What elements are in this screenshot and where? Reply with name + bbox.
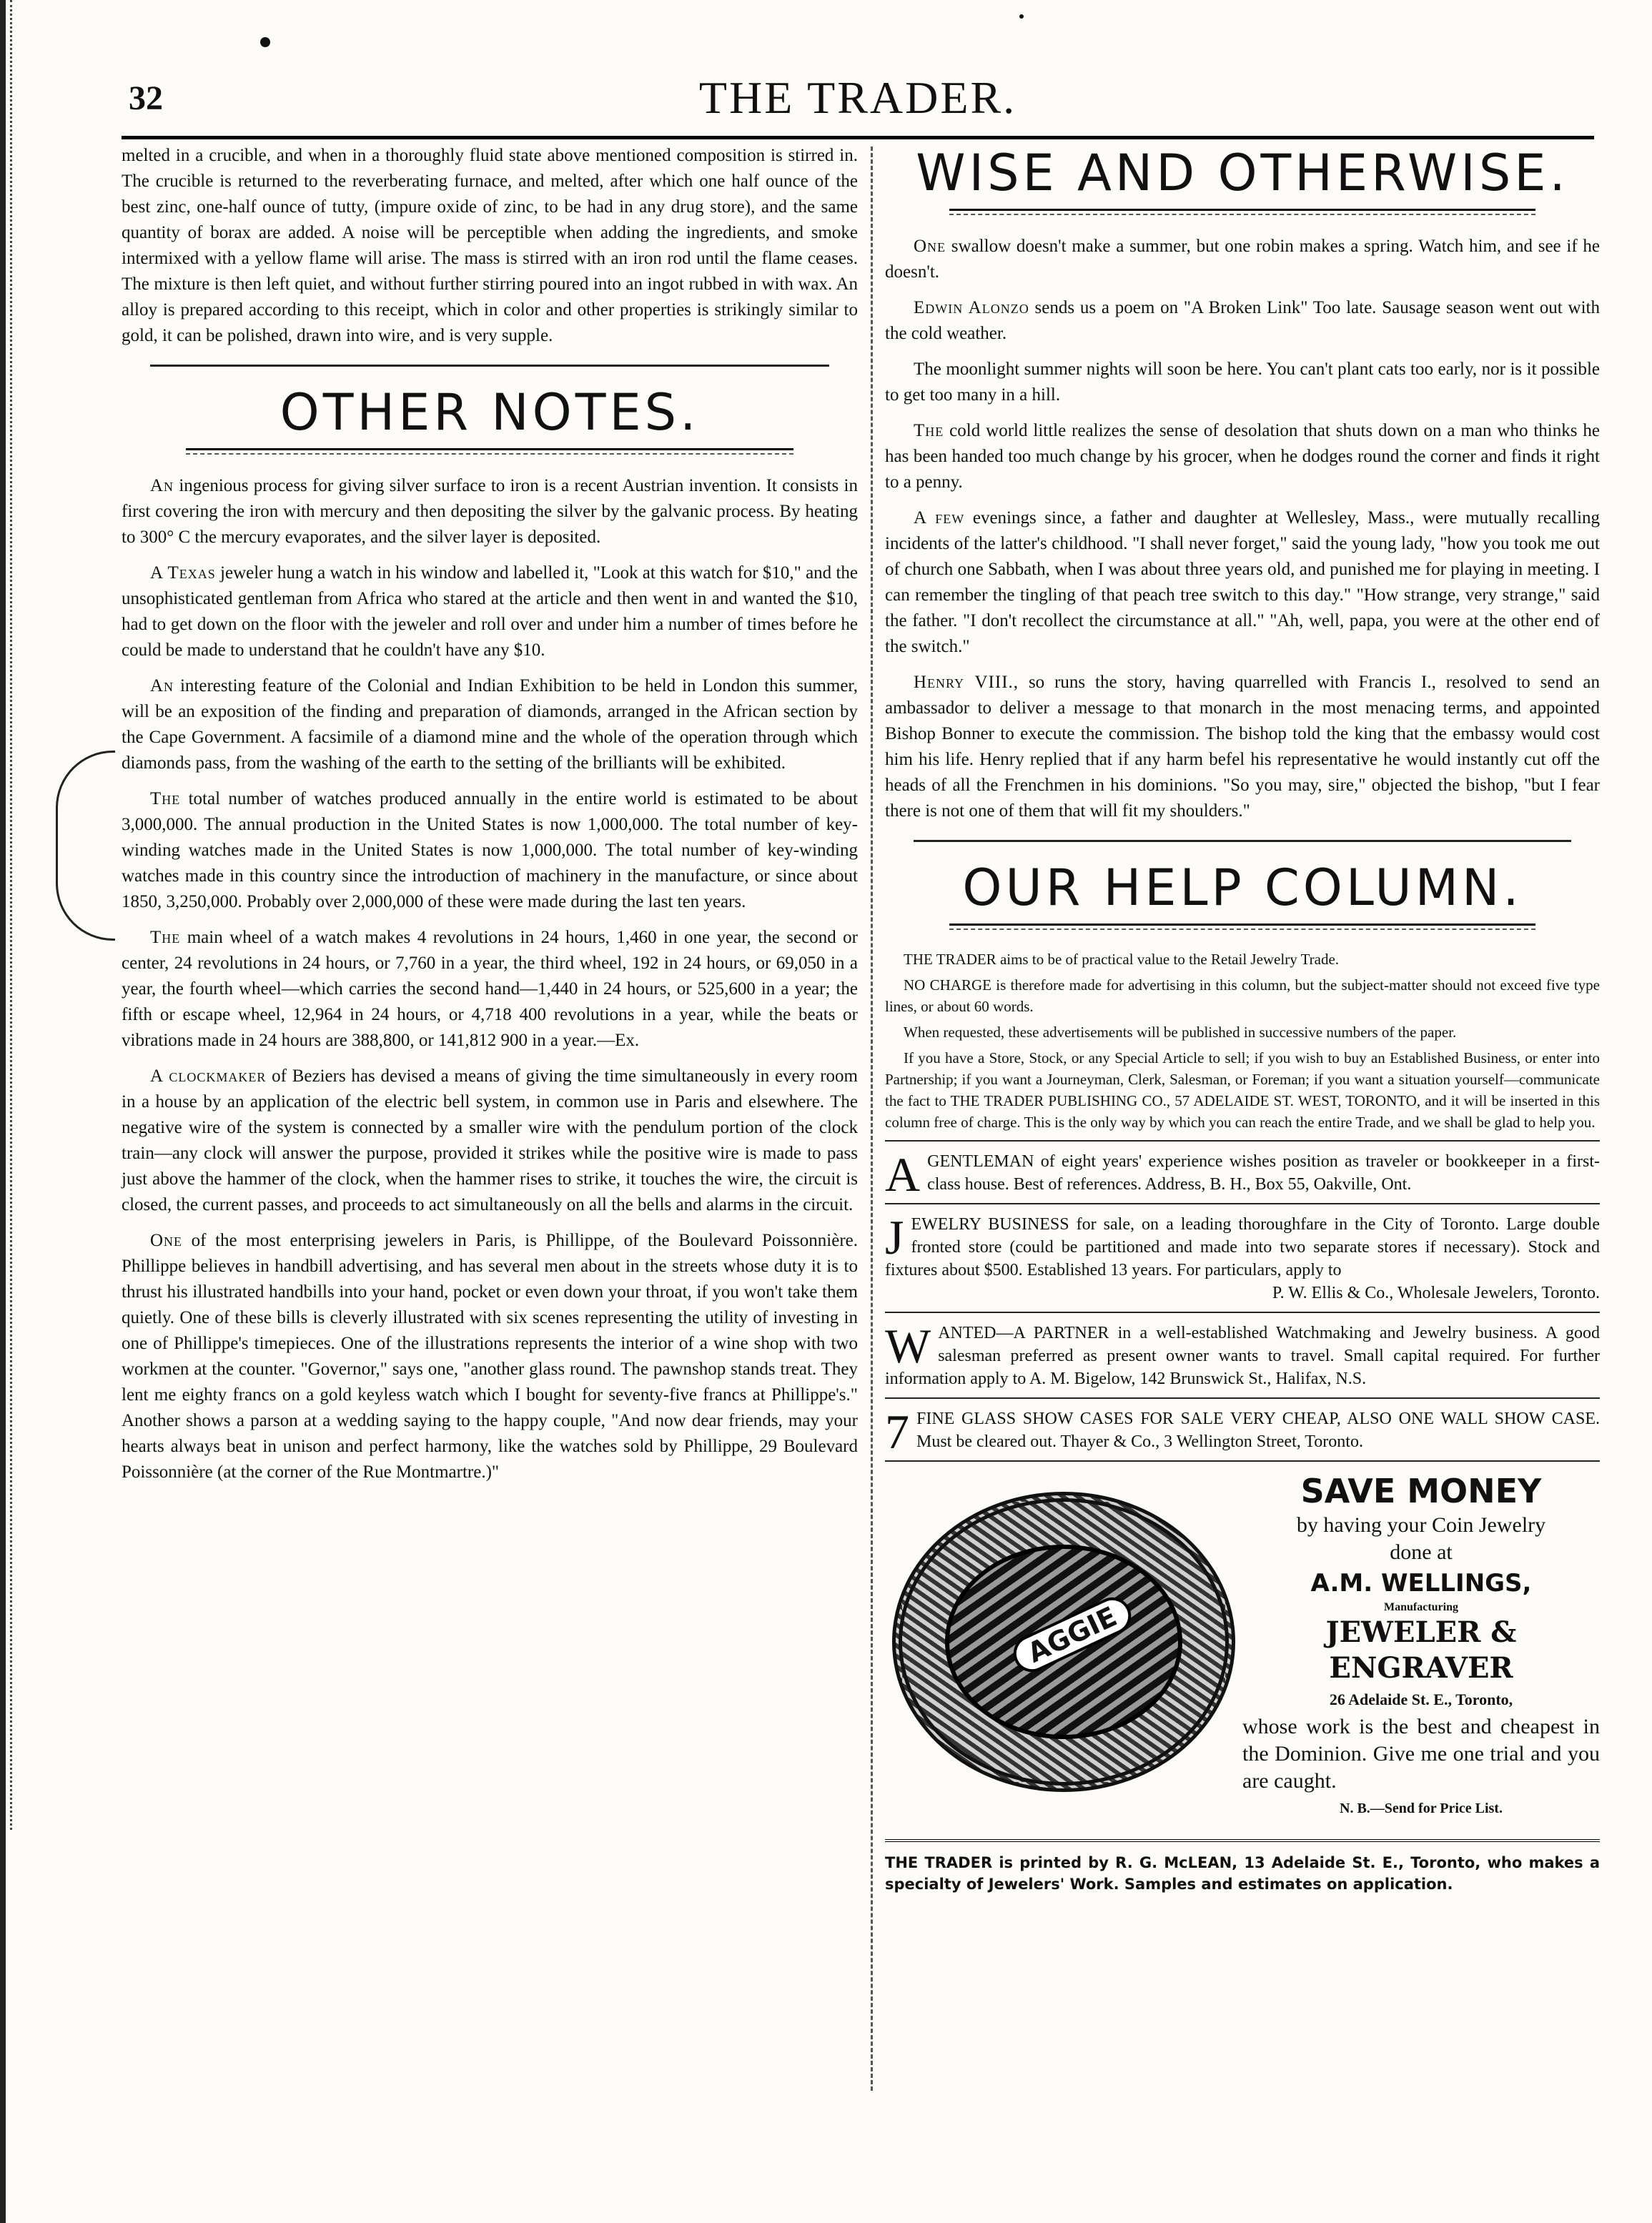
binding-perforation	[10, 0, 12, 1830]
ad-initial: W	[885, 1319, 931, 1373]
notice-line: THE TRADER aims to be of practical value to the Retail Jewelry Trade.	[904, 951, 1340, 968]
business-name: A.M. WELLINGS,	[1310, 1569, 1532, 1598]
coin-jewelry-medal-icon	[892, 1492, 1235, 1792]
article-paragraph	[885, 505, 1600, 660]
article-paragraph	[885, 357, 1600, 408]
lead-word: One	[914, 237, 946, 256]
article-paragraph	[122, 473, 858, 550]
lead-word: The	[914, 421, 944, 440]
ad-separator	[885, 1140, 1600, 1142]
left-column	[122, 143, 858, 1495]
article-paragraph	[885, 670, 1600, 824]
paragraph-text: sends us a poem on "A Broken Link" Too late. Sausage season went out with the cold weather.	[885, 298, 1600, 343]
lead-word: The	[150, 928, 181, 947]
ad-separator	[885, 1203, 1600, 1204]
paragraph-text: of Beziers has devised a means of giving the time simultaneously in every room in a house by an application of the electric bell system, in common use in Paris and elsewhere. The negative wire of the system is connected by a smaller wire with the pendulum portion of the clock train—any clock will answer the purpose, provided it strikes while the positive wire is made to pass just above the hammer of the clock, when the hammer rises to strike, it touches the wire, the circuit is closed, the current passes, and proceeds to act simultaneously on all the bells and alarms in the circuit.	[122, 1066, 858, 1214]
classified-ad	[885, 1319, 1600, 1390]
page-header	[122, 71, 1594, 139]
lead-word: A Texas	[150, 563, 216, 583]
printer-notice: THE TRADER is printed by R. G. McLEAN, 13 Adelaide St. E., Toronto, who makes a specialty of Jewelers' Work. Samples and estimates on application.	[885, 1839, 1600, 1895]
column-divider	[871, 147, 873, 2091]
ad-initial: A	[885, 1147, 921, 1202]
lead-word: Edwin Alonzo	[914, 298, 1029, 317]
title-underline	[949, 209, 1535, 215]
ad-initial: 7	[885, 1405, 909, 1459]
right-column	[885, 143, 1600, 1895]
promo-text	[1242, 1470, 1600, 1822]
margin-bracket-mark	[56, 751, 115, 941]
promo-body: whose work is the best and cheapest in the Dominion. Give me one trial and you are caught.	[1242, 1715, 1600, 1793]
classified-ad	[885, 1210, 1600, 1304]
notice-line: When requested, these advertisements will be published in successive numbers of the paper.	[904, 1024, 1457, 1041]
paragraph-text: ingenious process for giving silver surface to iron is a recent Austrian invention. It consists in first covering the iron with mercury and then depositing the silver by the galvanic process. By heating to 300° C the mercury evaporates, and the silver layer is deposited.	[122, 476, 858, 547]
paragraph-text: jeweler hung a watch in his window and labelled it, "Look at this watch for $10," and the unsophisticated gentleman from Africa who stared at the article and then went in and wanted the $10, had to get down on the floor with the jeweler and roll over and under him a number of times before he could be made to understand that he couldn't have any $10.	[122, 563, 858, 660]
promo-headline: SAVE MONEY	[1300, 1472, 1542, 1510]
help-column-notice	[885, 949, 1600, 1133]
title-underline	[949, 924, 1535, 930]
section-rule	[914, 840, 1571, 842]
manufacturing-label: Manufacturing	[1384, 1601, 1458, 1613]
paragraph-text: main wheel of a watch makes 4 revolutions in 24 hours, 1,460 in one year, the second or center, 24 revolutions in 24 hours, or 7,760 in a year, the third wheel, 192 in 24 hours, or 69,050 in a year, the fourth wheel—which carries the second hand—1,440 in 24 hours, or 525,600 in a year; the fifth or escape wheel, 12,964 in 24 hours, or 4,718 400 revolutions in a year, while the beats or vibrations made in 24 hours are 388,800, or 141,812 900 in a year.—Ex.	[122, 928, 858, 1050]
paragraph-text: evenings since, a father and daughter at Wellesley, Mass., were mutually recalling incidents of the latter's childhood. "I shall never forget," said the young lady, "how you took me out of church one Sabbath, when I was about three years old, and punished me for playing in meeting. I can remember the tingling of that peach tree switch to this day." "How strange, very strange," said the father. "I don't recollect the circumstance at all." "Ah, well, papa, you were at the other end of the switch."	[885, 508, 1601, 656]
paragraph-text: swallow doesn't make a summer, but one robin makes a spring. Watch him, and see if he doesn't.	[885, 237, 1600, 282]
medal-name: AGGIE	[1007, 1591, 1137, 1678]
masthead-title: THE TRADER.	[698, 72, 1017, 123]
promo-line: done at	[1390, 1540, 1453, 1564]
article-paragraph	[122, 673, 858, 776]
classified-ad	[885, 1405, 1600, 1459]
lead-word: Henry VIII.,	[914, 673, 1019, 692]
lead-word: An	[150, 676, 174, 695]
ad-separator	[885, 1312, 1600, 1313]
article-paragraph	[122, 560, 858, 663]
promo-nota-bene: N. B.—Send for Price List.	[1340, 1801, 1503, 1816]
section-title-help-column: OUR HELP COLUMN.	[962, 858, 1523, 917]
paragraph-text: so runs the story, having quarrelled with Francis I., resolved to send an ambassador to deliver a message to that monarch in the most menacing terms, and appointed Bishop Bonner to execute the commission. The bishop told the king that the embassy would cost him his life. Henry replied that if any harm befel his representative he would instantly cut off the heads of all the Frenchmen in his dominions. "So you may, sire," objected the bishop, "but I fear there is not one of them that will fit my shoulders."	[885, 673, 1600, 821]
ink-dot	[260, 37, 270, 47]
notice-line: NO CHARGE is therefore made for advertising in this column, but the subject-matter should not exceed five type lines, or about 60 words.	[885, 976, 1600, 1015]
article-paragraph	[122, 1228, 858, 1485]
section-rule	[150, 365, 829, 367]
wellings-advertisement	[885, 1470, 1600, 1828]
lead-word: A clockmaker	[150, 1066, 267, 1086]
lead-word: A few	[914, 508, 965, 528]
ad-separator	[885, 1460, 1600, 1462]
promo-line: by having your Coin Jewelry	[1296, 1513, 1546, 1537]
paragraph-text: of the most enterprising jewelers in Paris, is Phillippe, of the Boulevard Poissonnière. Phillippe believes in handbill advertising, and has several men about in the streets whose duty it is to thrust his illustrated handbills into your hand, pocket or even down your throat, if you won't take them quietly. One of these bills is cleverly illustrated with six scenes representing the utility of investing in one of Phillippe's timepieces. One of the illustrations represents the interior of a wine shop with two workmen at the counter. "Governor," says one, "another glass round. The pawnshop stands treat. They lent me eighty francs on a gold keyless watch which I bought for seventy-five francs at Phillippe's." Another shows a parson at a wedding saying to the happy couple, "And now dear friends, may your hearts always beat in unison and perfect harmony, like the watches sold by Phillippe, 29 Boulevard Poissonnière (at the corner of the Rue Montmartre.)"	[122, 1231, 858, 1482]
lead-word: One	[150, 1231, 183, 1250]
ad-signature: P. W. Ellis & Co., Wholesale Jewelers, Toronto.	[1272, 1284, 1600, 1302]
intro-paragraph: melted in a crucible, and when in a thoroughly fluid state above mentioned composition is stirred in. The crucible is returned to the reverberating furnace, and melted, after which one half ounce of the best zinc, one-half ounce of tutty, (impure oxide of zinc, to be had in any drug store), and the same quantity of borax are added. A noise will be perceptible when adding the ingredients, and smoke intermixed with a yellow flame will arise. The mass is stirred with an iron rod until the flame ceases. The mixture is then left quiet, and without further stirring poured into an ingot rubbed in with wax. An alloy is prepared according to this receipt, which in color and other properties is strikingly similar to gold, it can be polished, drawn into wire, and is very supple.	[122, 146, 858, 345]
article-paragraph	[885, 295, 1600, 347]
page-number: 32	[129, 79, 163, 117]
paragraph-text: cold world little realizes the sense of desolation that shuts down on a man who thinks he has been handed too much change by his grocer, when he dodges round the corner and finds it right to a penny.	[885, 421, 1600, 492]
ad-initial: J	[885, 1210, 904, 1264]
binding-edge	[0, 0, 6, 2223]
ink-dot	[1019, 14, 1024, 19]
lead-word: An	[150, 476, 174, 495]
article-paragraph	[122, 786, 858, 915]
article-paragraph	[885, 234, 1600, 285]
ad-text: GENTLEMAN of eight years' experience wishes position as traveler or bookkeeper in a first-class house. Best of references. Address, B. H., Box 55, Oakville, Ont.	[927, 1152, 1600, 1194]
business-address: 26 Adelaide St. E., Toronto,	[1329, 1690, 1513, 1708]
article-paragraph	[885, 418, 1600, 495]
paragraph-text: interesting feature of the Colonial and Indian Exhibition to be held in London this summer, will be an exposition of the finding and preparation of diamonds, arranged in the African section by the Cape Government. A facsimile of a diamond mine and the whole of the operation through which diamonds pass, from the washing of the earth to the setting of the brilliants will be exhibited.	[122, 676, 858, 773]
article-paragraph	[122, 925, 858, 1054]
paragraph-text: The moonlight summer nights will soon be here. You can't plant cats too early, nor is it possible to get too many in a hill.	[885, 360, 1600, 405]
article-paragraph	[122, 1064, 858, 1218]
ad-text: FINE GLASS SHOW CASES FOR SALE VERY CHEAP, ALSO ONE WALL SHOW CASE. Must be cleared out. Thayer & Co., 3 Wellington Street, Toronto.	[916, 1410, 1600, 1451]
section-title-wise-and-otherwise: WISE AND OTHERWISE.	[916, 144, 1569, 202]
classified-ad	[885, 1147, 1600, 1202]
trade-label: JEWELER & ENGRAVER	[1325, 1615, 1517, 1685]
ad-text: EWELRY BUSINESS for sale, on a leading thoroughfare in the City of Toronto. Large double fronted store (could be partitioned and made into two separate stores if necessary). Stock and fixtures about $500. Established 13 years. For particulars, apply to	[885, 1215, 1600, 1279]
lead-word: The	[150, 789, 181, 808]
ad-text: ANTED—A PARTNER in a well-established Watchmaking and Jewelry business. A good salesman preferred as present owner wants to travel. Small capital required. For further information apply to A. M. Bigelow, 142 Brunswick St., Halifax, N.S.	[885, 1324, 1600, 1388]
notice-line: If you have a Store, Stock, or any Special Article to sell; if you wish to buy an Established Business, or enter into Partnership; if you want a Journeyman, Clerk, Salesman, or Foreman; if you want a situation yourself—communicate the fact to THE TRADER PUBLISHING CO., 57 ADELAIDE ST. WEST, TORONTO, and it will be inserted in this column free of charge. This is the only way by which you can reach the entire Trade, and we shall be glad to help you.	[885, 1049, 1600, 1131]
title-underline	[186, 448, 793, 455]
section-title-other-notes: OTHER NOTES.	[280, 383, 700, 442]
paragraph-text: total number of watches produced annually in the entire world is estimated to be about 3,000,000. The annual production in the United States is now 1,000,000. The total number of key-winding watches made in the United States is now 1,000,000. The total number of key-winding watches made in this country since the introduction of machinery in the manufacture, or since about 1850, 3,250,000. Probably over 2,000,000 of these were made during the last ten years.	[122, 789, 858, 911]
ad-separator	[885, 1397, 1600, 1399]
